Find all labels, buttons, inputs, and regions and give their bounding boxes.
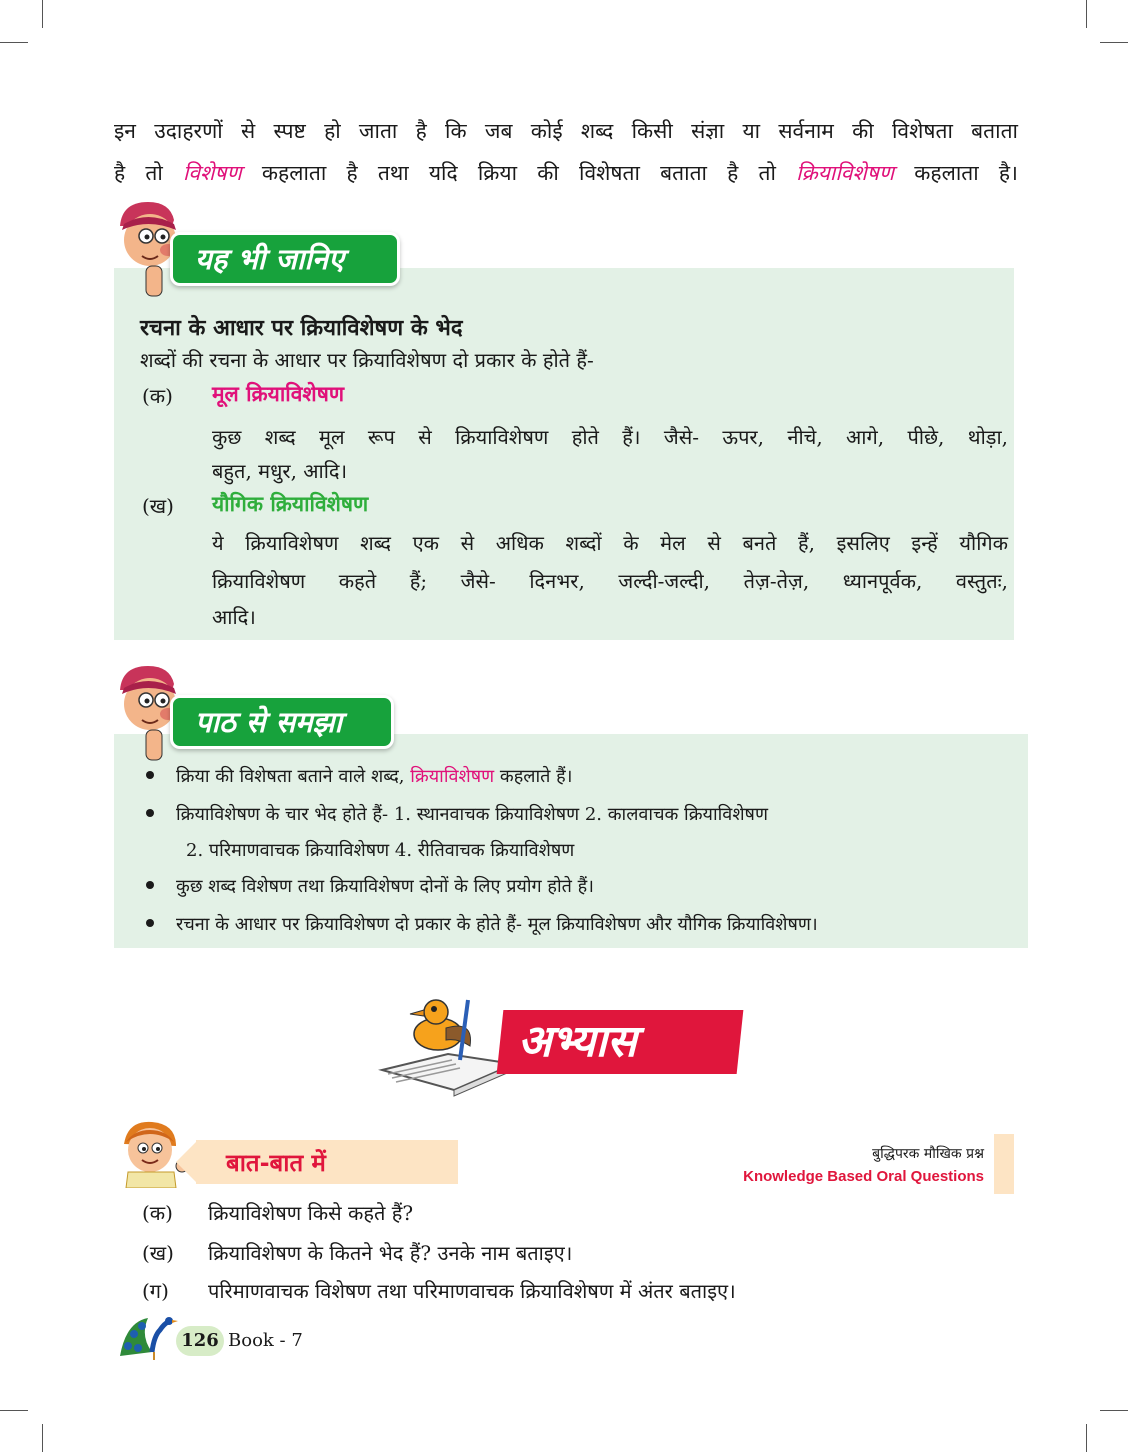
box1-intro: शब्दों की रचना के आधार पर क्रियाविशेषण दो प्रकार के होते हैं- bbox=[140, 348, 594, 372]
subheading-yaugik: यौगिक क्रियाविशेषण bbox=[212, 492, 369, 516]
summary-bullet bbox=[146, 910, 818, 940]
question-label: (ग) bbox=[142, 1279, 169, 1303]
tag-learned-from-lesson: पाठ से समझा bbox=[170, 695, 394, 749]
term-kriyavisheshan: क्रियाविशेषण bbox=[410, 766, 495, 787]
oral-questions-hindi: बुद्धिपरक मौखिक प्रश्न bbox=[872, 1146, 984, 1162]
question-label: (ख) bbox=[142, 1241, 174, 1265]
crop-mark bbox=[1086, 1424, 1087, 1452]
intro-line-1: इन उदाहरणों से स्पष्ट हो जाता है कि जब कोई शब्द किसी संज्ञा या सर्वनाम की विशेषता बताता bbox=[114, 119, 1018, 143]
question-label: (क) bbox=[142, 1201, 173, 1225]
crop-mark bbox=[1100, 1410, 1128, 1411]
intro-paragraph bbox=[114, 110, 1018, 194]
term-visheshan: विशेषण bbox=[182, 161, 242, 185]
intro-line-2 bbox=[114, 152, 1018, 194]
label-kha: (ख) bbox=[142, 494, 174, 518]
yaugik-text-3: आदि। bbox=[212, 605, 256, 629]
section-heading: रचना के आधार पर क्रियाविशेषण के भेद bbox=[140, 315, 463, 341]
term-kriyavisheshan: क्रियाविशेषण bbox=[796, 161, 895, 185]
bullet-text: क्रियाविशेषण के चार भेद होते हैं- 1. स्थानवाचक क्रियाविशेषण 2. कालवाचक क्रियाविशेषण bbox=[176, 804, 768, 825]
crop-mark bbox=[42, 0, 43, 28]
summary-bullet bbox=[146, 872, 594, 902]
question-text: परिमाणवाचक विशेषण तथा परिमाणवाचक क्रियाविशेषण में अंतर बताइए। bbox=[208, 1279, 736, 1303]
oral-questions-english: Knowledge Based Oral Questions bbox=[743, 1168, 984, 1185]
question-item bbox=[142, 1198, 413, 1228]
crop-mark bbox=[1100, 42, 1128, 43]
question-item bbox=[142, 1238, 572, 1268]
bullet-icon bbox=[146, 919, 154, 927]
bullet-icon bbox=[146, 881, 154, 889]
summary-bullet-continued: 2. परिमाणवाचक क्रियाविशेषण 4. रीतिवाचक क्रियाविशेषण bbox=[186, 840, 575, 861]
exercise-banner bbox=[378, 990, 778, 1100]
crop-mark bbox=[0, 1410, 28, 1411]
section-title: बात-बात में bbox=[226, 1149, 326, 1177]
tag-did-you-know: यह भी जानिए bbox=[170, 232, 400, 286]
mool-text-1: कुछ शब्द मूल रूप से क्रियाविशेषण होते हैं। जैसे- ऊपर, नीचे, आगे, पीछे, थोड़ा, bbox=[212, 425, 1008, 449]
crop-mark bbox=[42, 1424, 43, 1452]
question-text: क्रियाविशेषण के कितने भेद हैं? उनके नाम बताइए। bbox=[208, 1241, 573, 1265]
peacock-icon bbox=[118, 1312, 180, 1366]
subheading-mool: मूल क्रियाविशेषण bbox=[212, 382, 345, 406]
question-text: क्रियाविशेषण किसे कहते हैं? bbox=[208, 1201, 414, 1225]
book-label: Book - 7 bbox=[228, 1330, 303, 1351]
bullet-text: क्रिया की विशेषता बताने वाले शब्द, bbox=[176, 766, 405, 787]
yaugik-text-1: ये क्रियाविशेषण शब्द एक से अधिक शब्दों के मेल से बनते हैं, इसलिए इन्हें यौगिक bbox=[212, 531, 1008, 555]
summary-bullet bbox=[146, 762, 573, 792]
page-number: 126 bbox=[176, 1326, 224, 1356]
summary-bullet bbox=[146, 800, 768, 830]
yaugik-text-2: क्रियाविशेषण कहते हैं; जैसे- दिनभर, जल्दी-जल्दी, तेज़-तेज़, ध्यानपूर्वक, वस्तुतः, bbox=[212, 569, 1008, 593]
label-ka: (क) bbox=[142, 384, 173, 408]
side-accent-bar bbox=[994, 1134, 1014, 1194]
bullet-text: रचना के आधार पर क्रियाविशेषण दो प्रकार के होते हैं- मूल क्रियाविशेषण और यौगिक क्रियाविशेषण। bbox=[176, 914, 818, 935]
bullet-icon bbox=[146, 771, 154, 779]
bullet-text: कहलाते हैं। bbox=[499, 766, 573, 787]
question-item bbox=[142, 1276, 736, 1306]
mool-text-2: बहुत, मधुर, आदि। bbox=[212, 459, 348, 483]
intro-text: कहलाता है। bbox=[914, 161, 1018, 185]
intro-text: कहलाता है तथा यदि क्रिया की विशेषता बताता है तो bbox=[261, 161, 776, 185]
exercise-title: अभ्यास bbox=[518, 1016, 637, 1067]
crop-mark bbox=[0, 42, 28, 43]
bird-writing-icon bbox=[378, 990, 518, 1100]
bullet-icon bbox=[146, 809, 154, 817]
bullet-text: कुछ शब्द विशेषण तथा क्रियाविशेषण दोनों के लिए प्रयोग होते हैं। bbox=[176, 876, 594, 897]
banner-arrow bbox=[176, 1140, 198, 1184]
intro-text: है तो bbox=[114, 161, 163, 185]
crop-mark bbox=[1086, 0, 1087, 28]
